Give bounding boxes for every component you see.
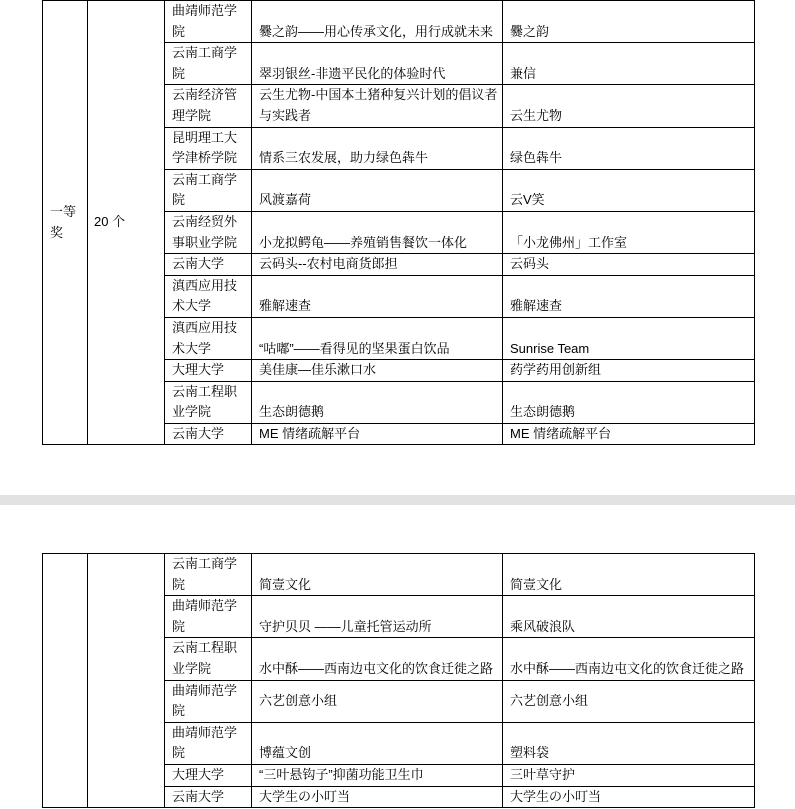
- school-name: 滇西应用技术大学: [172, 319, 238, 356]
- project-cell: [252, 275, 503, 317]
- team-cell: [503, 786, 755, 808]
- team-name: 兼信: [510, 65, 537, 81]
- project-name: 水中酥——西南边屯文化的饮食迁徙之路: [259, 660, 494, 676]
- project-cell: [252, 360, 503, 382]
- team-name: ME 情绪疏解平台: [510, 425, 612, 441]
- school-cell: [165, 423, 252, 445]
- project-cell: [252, 764, 503, 786]
- award-table-page-1: [42, 0, 755, 445]
- team-cell: [503, 254, 755, 276]
- school-cell: [165, 211, 252, 253]
- team-cell: [503, 275, 755, 317]
- project-name: 守护贝贝 ——儿童托管运动所: [259, 618, 432, 634]
- project-cell: [252, 381, 503, 423]
- team-cell: [503, 85, 755, 127]
- project-name: “三叶悬钩子”抑菌功能卫生巾: [259, 766, 424, 782]
- team-cell: [503, 596, 755, 638]
- team-name: 云码头: [510, 256, 550, 272]
- school-name: 云南工程职业学院: [172, 383, 238, 420]
- team-name: 六艺创意小组: [510, 692, 589, 708]
- team-cell: [503, 381, 755, 423]
- school-name: 云南经济管理学院: [172, 87, 238, 123]
- team-cell: [503, 169, 755, 211]
- team-name: 云V笑: [510, 192, 545, 208]
- team-cell: [503, 317, 755, 359]
- school-name: 云南大学: [172, 256, 225, 272]
- project-name: 翠羽银丝-非遗平民化的体验时代: [259, 65, 446, 81]
- project-cell: [252, 85, 503, 127]
- school-cell: [165, 1, 252, 43]
- award-count-cell: [88, 554, 165, 808]
- school-cell: [165, 360, 252, 382]
- school-name: 云南工商学院: [172, 171, 238, 208]
- school-cell: [165, 317, 252, 359]
- project-cell: [252, 423, 503, 445]
- project-cell: [252, 786, 503, 808]
- project-name: 风渡嘉荷: [259, 192, 312, 208]
- award-table-page-2: [42, 553, 755, 808]
- school-cell: [165, 722, 252, 764]
- project-name: 大学生の小叮当: [259, 788, 351, 804]
- team-cell: [503, 423, 755, 445]
- school-name: 大理大学: [172, 362, 225, 378]
- project-cell: [252, 43, 503, 85]
- award-level-cell: [43, 554, 88, 808]
- school-name: 云南大学: [172, 425, 225, 441]
- project-name: 爨之韵——用心传承文化，用行成就未来: [259, 23, 494, 39]
- team-cell: [503, 43, 755, 85]
- school-cell: [165, 554, 252, 596]
- team-cell: [503, 764, 755, 786]
- project-name: 云码头--农村电商货郎担: [259, 256, 398, 272]
- project-cell: [252, 554, 503, 596]
- team-name: 绿色犇牛: [510, 150, 563, 166]
- team-cell: [503, 1, 755, 43]
- project-cell: [252, 127, 503, 169]
- team-cell: [503, 554, 755, 596]
- team-cell: [503, 127, 755, 169]
- school-cell: [165, 254, 252, 276]
- project-name: 云生尤物-中国本土猪种复兴计划的倡议者与实践者: [259, 87, 498, 123]
- award-level: 一等奖: [50, 204, 77, 240]
- school-cell: [165, 680, 252, 722]
- project-name: “咕嘟”——看得见的坚果蛋白饮品: [259, 340, 450, 356]
- table-row: [43, 1, 755, 43]
- team-cell: [503, 680, 755, 722]
- school-name: 滇西应用技术大学: [172, 277, 238, 314]
- project-name: 小龙拟鳄龟——养殖销售餐饮一体化: [259, 234, 468, 250]
- school-cell: [165, 381, 252, 423]
- award-table-body: [43, 554, 755, 808]
- award-level-cell: [43, 1, 88, 445]
- school-name: 云南工商学院: [172, 45, 238, 81]
- team-name: 大学生の小叮当: [510, 788, 602, 804]
- school-cell: [165, 596, 252, 638]
- project-name: 博蕴文创: [259, 745, 312, 761]
- project-cell: [252, 596, 503, 638]
- team-name: Sunrise Team: [510, 340, 590, 356]
- project-name: 生态朗德鹅: [259, 404, 325, 420]
- team-name: 水中酥——西南边屯文化的饮食迁徙之路: [510, 660, 745, 676]
- school-name: 云南工程职业学院: [172, 640, 238, 676]
- project-cell: [252, 638, 503, 680]
- school-cell: [165, 764, 252, 786]
- school-name: 云南大学: [172, 788, 225, 804]
- team-cell: [503, 360, 755, 382]
- table-row: [43, 554, 755, 596]
- school-name: 云南工商学院: [172, 556, 238, 592]
- school-name: 曲靖师范学院: [172, 724, 238, 761]
- school-name: 曲靖师范学院: [172, 3, 238, 39]
- school-cell: [165, 638, 252, 680]
- team-name: 「小龙佛州」工作室: [510, 234, 628, 250]
- school-name: 曲靖师范学院: [172, 682, 238, 719]
- school-name: 昆明理工大学津桥学院: [172, 129, 238, 166]
- team-name: 药学药用创新组: [510, 362, 602, 378]
- team-cell: [503, 638, 755, 680]
- school-cell: [165, 169, 252, 211]
- school-name: 大理大学: [172, 766, 225, 782]
- project-cell: [252, 169, 503, 211]
- project-cell: [252, 211, 503, 253]
- project-cell: [252, 254, 503, 276]
- project-name: 简壹文化: [259, 576, 312, 592]
- team-name: 云生尤物: [510, 107, 563, 123]
- school-cell: [165, 85, 252, 127]
- school-name: 云南经贸外事职业学院: [172, 213, 238, 250]
- project-name: 美佳康—佳乐漱口水: [259, 362, 377, 378]
- document-page-2: [0, 505, 795, 809]
- team-name: 爨之韵: [510, 23, 550, 39]
- team-name: 生态朗德鹅: [510, 404, 576, 420]
- award-count: 20 个: [94, 214, 126, 230]
- school-cell: [165, 786, 252, 808]
- project-cell: [252, 680, 503, 722]
- project-cell: [252, 1, 503, 43]
- school-cell: [165, 127, 252, 169]
- team-name: 简壹文化: [510, 576, 563, 592]
- school-name: 曲靖师范学院: [172, 598, 238, 634]
- team-name: 三叶草守护: [510, 766, 576, 782]
- team-name: 塑料袋: [510, 745, 550, 761]
- team-name: 乘风破浪队: [510, 618, 576, 634]
- project-name: ME 情绪疏解平台: [259, 425, 361, 441]
- team-cell: [503, 211, 755, 253]
- team-cell: [503, 722, 755, 764]
- school-cell: [165, 275, 252, 317]
- project-name: 六艺创意小组: [259, 692, 338, 708]
- project-cell: [252, 317, 503, 359]
- award-count-cell: [88, 1, 165, 445]
- project-name: 雅解速查: [259, 298, 312, 314]
- project-name: 情系三农发展，助力绿色犇牛: [259, 150, 429, 166]
- project-cell: [252, 722, 503, 764]
- award-table-body: [43, 1, 755, 445]
- team-name: 雅解速查: [510, 298, 563, 314]
- school-cell: [165, 43, 252, 85]
